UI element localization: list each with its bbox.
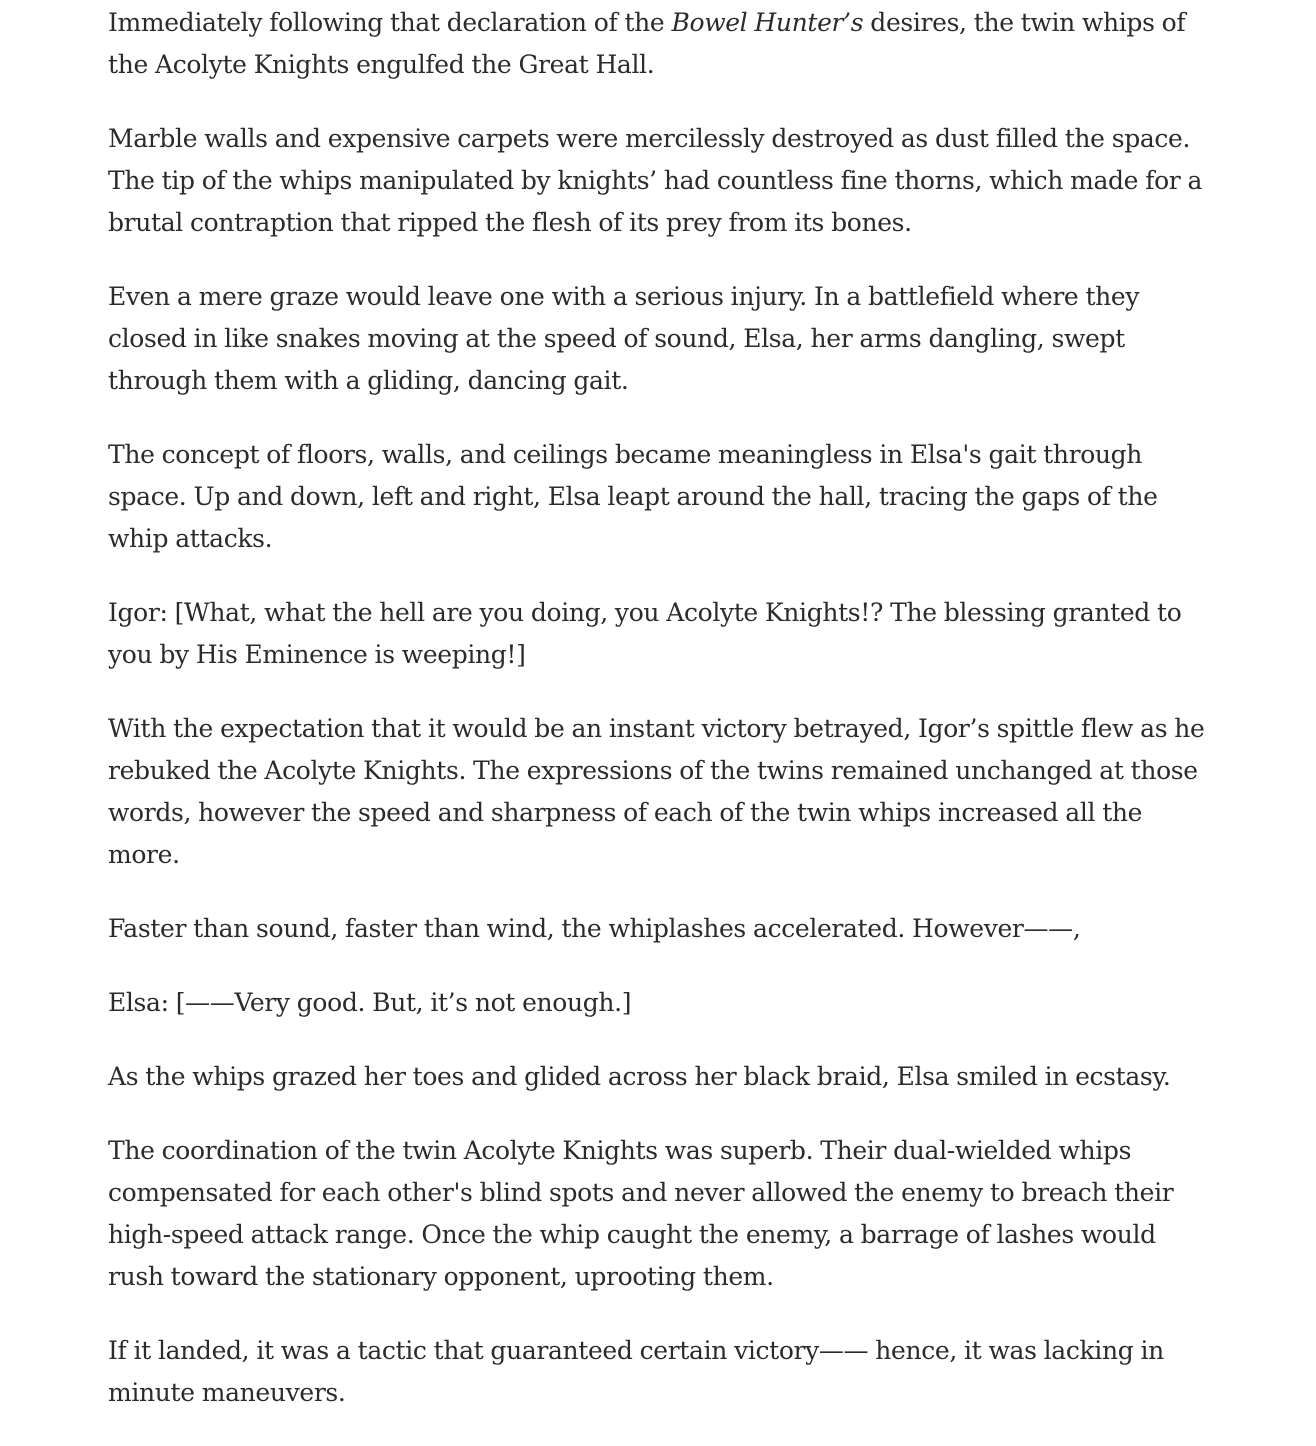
- chapter-text: [108, 2, 1218, 1446]
- paragraph-6: With the expectation that it would be an instant victory betrayed, Igor’s spittle flew as he rebuked the Acolyte Knights. The expressions of the twins remained unchanged at those words, however the speed and sharpness of each of the twin whips increased all the more.: [108, 714, 1205, 869]
- paragraph-1: [108, 2, 1218, 86]
- paragraph-5-igor-dialogue: Igor: [What, what the hell are you doing, you Acolyte Knights!? The blessing granted to you by His Eminence is weeping!]: [108, 598, 1182, 669]
- paragraph-4: The concept of floors, walls, and ceilings became meaningless in Elsa's gait through space. Up and down, left and right, Elsa leapt around the hall, tracing the gaps of the whip attacks.: [108, 440, 1158, 553]
- paragraph-1-after: desires, the twin whips of the Acolyte Knights engulfed the Great Hall.: [108, 8, 1186, 79]
- paragraph-8-elsa-dialogue: Elsa: [——Very good. But, it’s not enough.]: [108, 988, 632, 1017]
- paragraph-11: If it landed, it was a tactic that guaranteed certain victory—— hence, it was lacking in minute maneuvers.: [108, 1336, 1164, 1407]
- paragraph-2: Marble walls and expensive carpets were mercilessly destroyed as dust filled the space. The tip of the whips manipulated by knights’ had countless fine thorns, which made for a brutal contraption that ripped the flesh of its prey from its bones.: [108, 124, 1203, 237]
- paragraph-10: The coordination of the twin Acolyte Knights was superb. Their dual-wielded whips compensated for each other's blind spots and never allowed the enemy to breach their high-speed attack range. Once the whip caught the enemy, a barrage of lashes would rush toward the stationary opponent, uprooting them.: [108, 1136, 1174, 1291]
- bowel-hunter-italic: Bowel Hunter’s: [671, 8, 864, 37]
- paragraph-9: As the whips grazed her toes and glided across her black braid, Elsa smiled in ecstasy.: [108, 1062, 1171, 1091]
- paragraph-1-before: Immediately following that declaration of the: [108, 8, 672, 37]
- paragraph-3: Even a mere graze would leave one with a serious injury. In a battlefield where they closed in like snakes moving at the speed of sound, Elsa, her arms dangling, swept through them with a gliding, dancing gait.: [108, 282, 1140, 395]
- paragraph-7: Faster than sound, faster than wind, the whiplashes accelerated. However——,: [108, 914, 1081, 943]
